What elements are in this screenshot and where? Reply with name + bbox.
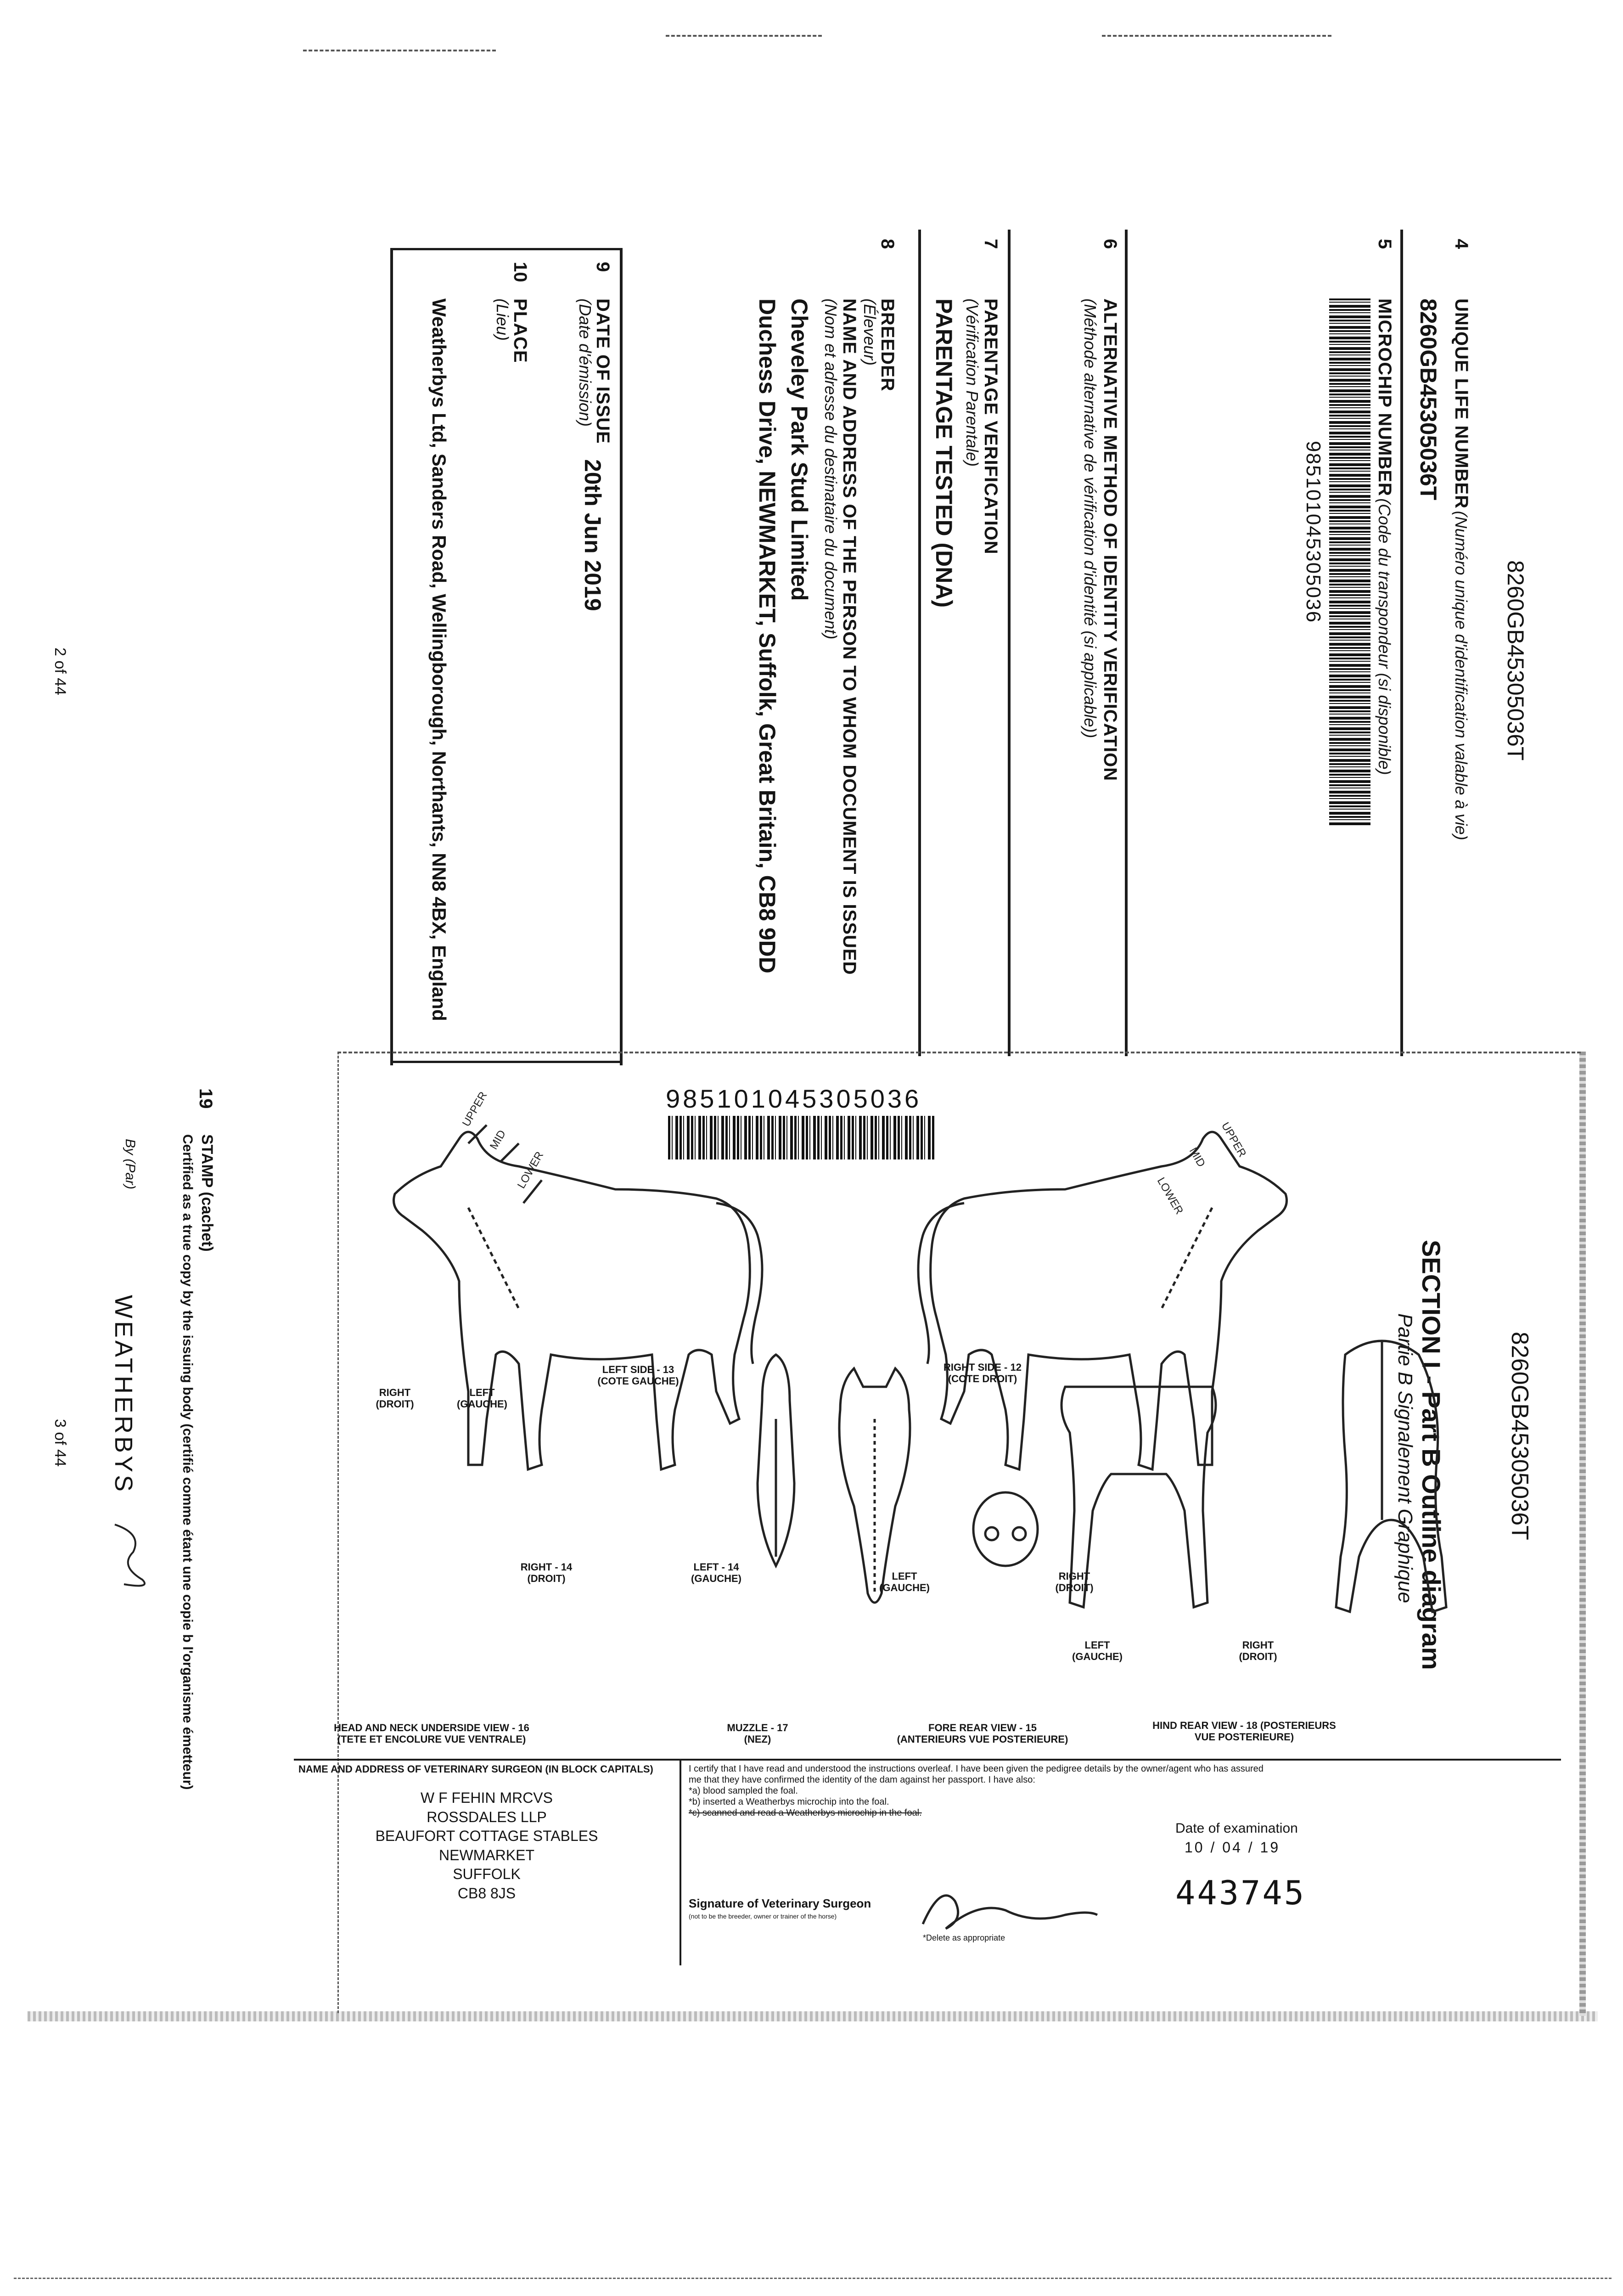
scan-footer-edge bbox=[14, 2278, 1612, 2279]
page-number: 3 of 44 bbox=[51, 1419, 69, 1467]
right-side-horse bbox=[918, 1132, 1287, 1469]
signature-graphic bbox=[106, 1515, 156, 1593]
vet-address: W F FEHIN MRCVS ROSSDALES LLP BEAUFORT COTTAGE STABLES NEWMARKET SUFFOLK CB8 8JS bbox=[375, 1790, 598, 1902]
page-number: 2 of 44 bbox=[51, 647, 69, 695]
lower-label: LOWER bbox=[1154, 1175, 1186, 1217]
recipient-label: NAME AND ADDRESS OF THE PERSON TO WHOM DOCUMENT IS ISSUED bbox=[839, 298, 859, 975]
vet-signature bbox=[914, 1874, 1106, 1938]
head-left-caption: LEFT - 14 (GAUCHE) bbox=[691, 1561, 741, 1585]
cert-divider bbox=[294, 1759, 1561, 1761]
stamp-number: 19 bbox=[196, 1088, 216, 1109]
field-divider bbox=[918, 230, 921, 1056]
upper-label: UPPER bbox=[460, 1089, 490, 1129]
muzzle-view bbox=[973, 1492, 1038, 1566]
field-divider bbox=[1125, 230, 1128, 1056]
identity-verification-label: ALTERNATIVE METHOD OF IDENTITY VERIFICATION bbox=[1100, 298, 1120, 782]
fore-left-caption: LEFT (GAUCHE) bbox=[879, 1570, 930, 1594]
parentage-value: PARENTAGE TESTED (DNA) bbox=[931, 298, 957, 608]
parentage-label: PARENTAGE VERIFICATION bbox=[981, 298, 1001, 555]
vet-signature-label: Signature of Veterinary Surgeon bbox=[689, 1896, 871, 1910]
cert-divider bbox=[680, 1759, 681, 1965]
stamp-label: STAMP (cachet) bbox=[198, 1134, 216, 1252]
hind-left-caption: LEFT (GAUCHE) bbox=[1072, 1639, 1123, 1663]
microchip-barcode bbox=[1329, 298, 1370, 827]
chip-number: 985101045305036 bbox=[666, 1084, 922, 1113]
certificate-number: 443745 bbox=[1175, 1874, 1306, 1912]
recipient-address: Duchess Drive, NEWMARKET, Suffolk, Great Britain, CB8 9DD bbox=[754, 298, 780, 974]
delete-note: *Delete as appropriate bbox=[923, 1933, 1005, 1942]
exam-date-label: Date of examination bbox=[1175, 1821, 1298, 1836]
hind-rear-caption: HIND REAR VIEW - 18 (POSTERIEURS VUE POSTERIEURE) bbox=[1152, 1720, 1336, 1743]
hind-right-caption: RIGHT (DROIT) bbox=[1239, 1639, 1277, 1663]
identity-verification-label-fr: (Méthode alternative de vérification d'identité (si applicable)) bbox=[1081, 298, 1100, 738]
item-number: 6 bbox=[1100, 239, 1120, 249]
field-divider bbox=[1008, 230, 1011, 1056]
ule-field-label: UNIQUE LIFE NUMBER (Numéro unique d'identification valable à vie) bbox=[1451, 298, 1471, 840]
hind-rear-view bbox=[1336, 1341, 1446, 1612]
field-divider bbox=[1400, 230, 1403, 1056]
neck-left-caption: LEFT (GAUCHE) bbox=[457, 1387, 507, 1410]
scan-artifact-line bbox=[1102, 35, 1331, 37]
fore-right-caption: RIGHT (DROIT) bbox=[1055, 1570, 1094, 1594]
item-number: 9 bbox=[593, 262, 613, 272]
mid-label: MID bbox=[1186, 1145, 1208, 1170]
upper-label: UPPER bbox=[1219, 1120, 1249, 1159]
section-subtitle: Partie B Signalement Graphique bbox=[1394, 1313, 1416, 1604]
scan-artifact-line bbox=[303, 50, 496, 51]
box-edge bbox=[390, 248, 620, 250]
fore-rear-caption: FORE REAR VIEW - 15 (ANTERIEURS VUE POSTERIEURE) bbox=[897, 1722, 1068, 1745]
microchip-field-label: MICROCHIP NUMBER (Code du transpondeur (si disponible) bbox=[1375, 298, 1395, 775]
scan-artifact-line bbox=[666, 35, 822, 37]
by-label: By (Par) bbox=[123, 1139, 138, 1190]
vet-header: NAME AND ADDRESS OF VETERINARY SURGEON (IN BLOCK CAPITALS) bbox=[298, 1763, 653, 1775]
recipient-name: Cheveley Park Stud Limited bbox=[786, 298, 812, 601]
left-side-horse bbox=[394, 1125, 763, 1469]
section-title: SECTION I - Part B Outline diagram bbox=[1417, 1240, 1446, 1670]
breeder-label: BREEDER bbox=[877, 298, 898, 392]
exam-date-value: 10 / 04 / 19 bbox=[1185, 1839, 1280, 1856]
certify-text: I certify that I have read and understood the instructions overleaf. I have been given the pedigree details by the owner/agent who has assured me that they have confirmed the identity of the dam against her passport. I have also: *a) blood sampled the foal. *b) inserted a Weatherbys microchip into the foal. *c) scanned and read a Weatherbys microchip in the foal. bbox=[689, 1764, 1264, 1818]
place-label: PLACE bbox=[510, 298, 530, 363]
head-front-view bbox=[839, 1368, 910, 1603]
item-number: 5 bbox=[1375, 239, 1395, 249]
place-value: Weatherbys Ltd, Sanders Road, Wellingborough, Northants, NN8 4BX, England bbox=[428, 298, 450, 1021]
item-number: 4 bbox=[1451, 239, 1471, 249]
place-label-fr: (Lieu) bbox=[493, 298, 512, 341]
head-neck-caption: HEAD AND NECK UNDERSIDE VIEW - 16 (TETE ET ENCOLURE VUE VENTRALE) bbox=[334, 1722, 529, 1745]
microchip-value: 985101045305036 bbox=[1302, 441, 1325, 624]
item-number: 10 bbox=[510, 262, 530, 282]
ule-value: 8260GB45305036T bbox=[1415, 298, 1441, 501]
vet-signature-note: (not to be the breeder, owner or trainer of the horse) bbox=[689, 1913, 837, 1920]
right-side-caption: RIGHT SIDE - 12 (COTE DROIT) bbox=[943, 1362, 1022, 1385]
field-divider bbox=[620, 248, 623, 1065]
weatherbys-brand: WEATHERBYS bbox=[110, 1295, 137, 1495]
neck-right-caption: RIGHT (DROIT) bbox=[376, 1387, 414, 1410]
muzzle-caption: MUZZLE - 17 (NEZ) bbox=[727, 1722, 788, 1745]
recipient-label-fr: (Nom et adresse du destinataire du document) bbox=[821, 298, 840, 640]
item-number: 8 bbox=[877, 239, 898, 249]
left-side-caption: LEFT SIDE - 13 (COTE GAUCHE) bbox=[597, 1364, 679, 1387]
date-of-issue-value: 20th Jun 2019 bbox=[580, 459, 606, 611]
head-neck-underside bbox=[758, 1355, 794, 1566]
item-number: 7 bbox=[981, 239, 1001, 249]
ule-header: 8260GB45305036T bbox=[1506, 1332, 1533, 1540]
date-of-issue-label: DATE OF ISSUE bbox=[593, 298, 613, 444]
ule-header: 8260GB45305036T bbox=[1503, 560, 1528, 761]
date-of-issue-label-fr: (Date d'émission) bbox=[576, 298, 595, 427]
breeder-label-fr: (Éleveur) bbox=[860, 298, 879, 366]
mid-label: MID bbox=[487, 1128, 509, 1152]
box-edge bbox=[390, 248, 393, 1065]
parentage-label-fr: (Vérification Parentale) bbox=[963, 298, 982, 467]
lower-label: LOWER bbox=[515, 1149, 546, 1191]
stamp-text: Certified as a true copy by the issuing body (certifié comme étant une copie b l'organisme émetteur) bbox=[180, 1134, 195, 1790]
head-right-caption: RIGHT - 14 (DROIT) bbox=[520, 1561, 573, 1585]
